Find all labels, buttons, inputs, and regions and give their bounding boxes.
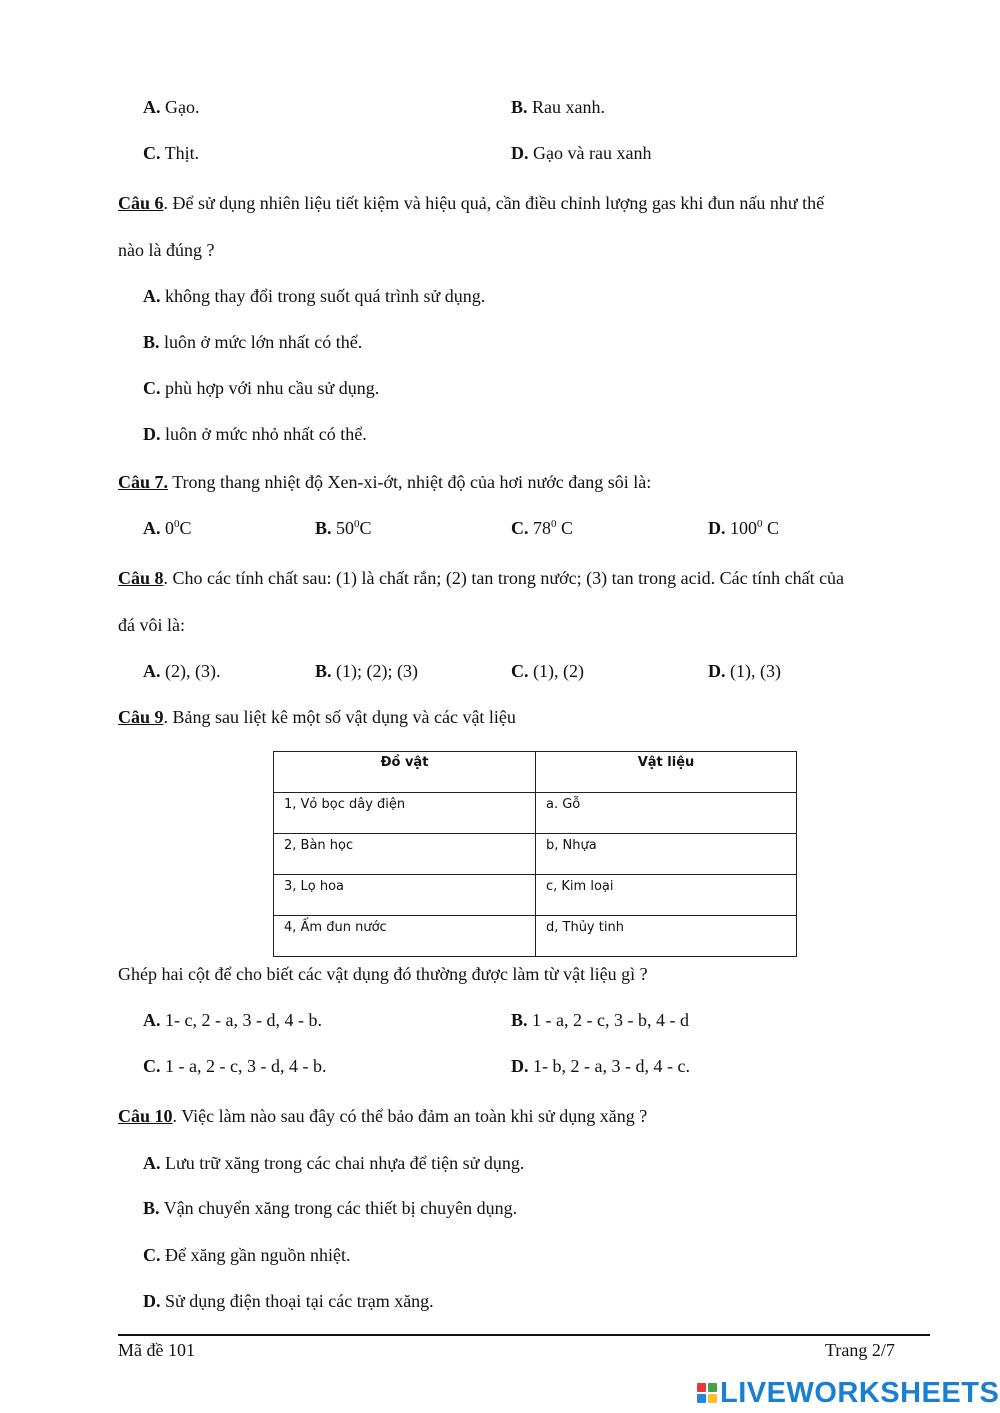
- q7-label: Câu 7.: [118, 472, 169, 492]
- footer-divider: [118, 1334, 930, 1336]
- q9-option-c: C. 1 - a, 2 - c, 3 - d, 4 - b.: [143, 1056, 327, 1076]
- q9-option-a: A. 1- c, 2 - a, 3 - d, 4 - b.: [143, 1010, 322, 1030]
- q5-option-c: C. Thịt.: [143, 143, 200, 163]
- liveworksheets-logo-text: LIVEWORKSHEETS: [720, 1377, 1000, 1409]
- table-header-material: Vật liệu: [536, 752, 797, 793]
- table-row: [274, 875, 797, 916]
- table-row: [274, 793, 797, 834]
- q10-label: Câu 10: [118, 1106, 173, 1126]
- table-cell-material: b, Nhựa: [536, 834, 797, 875]
- q10-option-a: A. Lưu trữ xăng trong các chai nhựa để tiện sử dụng.: [143, 1153, 525, 1173]
- q8-option-a: A. (2), (3).: [143, 661, 221, 681]
- q9-prompt: Ghép hai cột để cho biết các vật dụng đó thường được làm từ vật liệu gì ?: [118, 964, 648, 984]
- q7-option-d: D. $100^0$ C: [708, 518, 780, 538]
- table-cell-item: 3, Lọ hoa: [274, 875, 536, 916]
- footer-exam-code: Mã đề 101: [118, 1340, 195, 1360]
- q10-stem: Câu 10. Việc làm nào sau đây có thể bảo đảm an toàn khi sử dụng xăng ?: [118, 1106, 648, 1126]
- liveworksheets-logo[interactable]: [697, 1376, 999, 1410]
- logo-square-icon: [697, 1383, 706, 1392]
- q7-option-b: B. $50^0C$: [315, 518, 372, 538]
- logo-square-icon: [708, 1394, 717, 1403]
- q8-stem-cont: đá vôi là:: [118, 615, 185, 635]
- q6-option-d: D. luôn ở mức nhỏ nhất có thể.: [143, 424, 367, 444]
- q8-label: Câu 8: [118, 568, 164, 588]
- q5-option-b: B. Rau xanh.: [511, 97, 605, 117]
- q6-option-a: A. không thay đổi trong suốt quá trình sử dụng.: [143, 286, 486, 306]
- q6-option-c: C. phù hợp với nhu cầu sử dụng.: [143, 378, 380, 398]
- q9-option-b: B. 1 - a, 2 - c, 3 - b, 4 - d: [511, 1010, 689, 1030]
- logo-square-icon: [708, 1383, 717, 1392]
- table-row: [274, 916, 797, 957]
- q9-label: Câu 9: [118, 707, 164, 727]
- footer-page-number: Trang 2/7: [825, 1340, 895, 1360]
- table-cell-material: c, Kim loại: [536, 875, 797, 916]
- q10-option-c: C. Để xăng gần nguồn nhiệt.: [143, 1245, 351, 1265]
- q9-stem: Câu 9. Bảng sau liệt kê một số vật dụng và các vật liệu: [118, 707, 516, 727]
- table-cell-material: d, Thủy tinh: [536, 916, 797, 957]
- q8-option-d: D. (1), (3): [708, 661, 781, 681]
- table-cell-item: 2, Bàn học: [274, 834, 536, 875]
- q7-stem: Câu 7. Trong thang nhiệt độ Xen-xi-ớt, nhiệt độ của hơi nước đang sôi là:: [118, 472, 652, 492]
- q8-option-b: B. (1); (2); (3): [315, 661, 418, 681]
- q5-option-a: A. Gạo.: [143, 97, 200, 117]
- q6-stem: Câu 6. Để sử dụng nhiên liệu tiết kiệm và hiệu quả, cần điều chỉnh lượng gas khi đun nấu như thế: [118, 193, 825, 213]
- table-cell-item: 1, Vỏ bọc dây điện: [274, 793, 536, 834]
- items-materials-table: [273, 751, 797, 957]
- q6-label: Câu 6: [118, 193, 164, 213]
- q7-option-c: C. $78^0$ C: [511, 518, 574, 538]
- table-row: [274, 834, 797, 875]
- q9-option-d: D. 1- b, 2 - a, 3 - d, 4 - c.: [511, 1056, 690, 1076]
- logo-square-icon: [697, 1394, 706, 1403]
- liveworksheets-logo-icon: [697, 1383, 717, 1403]
- q7-option-a: A. $0^0C$: [143, 518, 192, 538]
- q6-option-b: B. luôn ở mức lớn nhất có thể.: [143, 332, 363, 352]
- table-header-item: Đồ vật: [274, 752, 536, 793]
- q10-option-d: D. Sử dụng điện thoại tại các trạm xăng.: [143, 1291, 434, 1311]
- table-header-row: [274, 752, 797, 793]
- q10-option-b: B. Vận chuyển xăng trong các thiết bị chuyên dụng.: [143, 1198, 518, 1218]
- table-cell-material: a. Gỗ: [536, 793, 797, 834]
- table-cell-item: 4, Ấm đun nước: [274, 916, 536, 957]
- q6-stem-cont: nào là đúng ?: [118, 240, 215, 260]
- q8-option-c: C. (1), (2): [511, 661, 584, 681]
- q8-stem: Câu 8. Cho các tính chất sau: (1) là chất rắn; (2) tan trong nước; (3) tan trong acid. Các tính chất của: [118, 568, 845, 588]
- q5-option-d: D. Gạo và rau xanh: [511, 143, 652, 163]
